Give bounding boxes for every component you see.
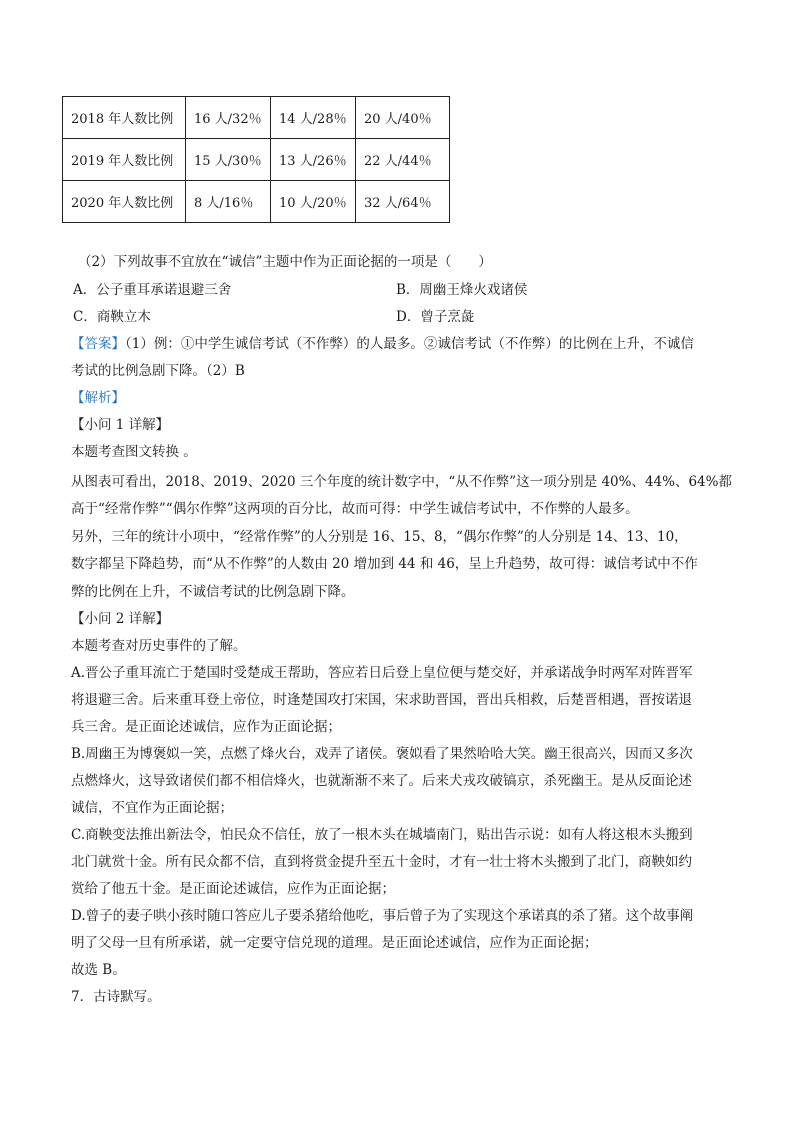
- text-line: 诚信，不宜作为正面论据；: [71, 800, 233, 816]
- next-question: 7．古诗默写。: [71, 989, 161, 1005]
- text-line: 故选 B。: [71, 962, 126, 978]
- answer-label: 【答案】: [71, 336, 125, 352]
- text-line: 明了父母一旦有所承诺，就一定要守信兑现的道理。是正面论述诚信，应作为正面论据；: [71, 935, 598, 951]
- table-cell: 16 人/32％: [186, 97, 271, 139]
- option-a: A．公子重耳承诺退避三舍: [73, 282, 232, 298]
- table-cell: 10 人/20％: [271, 181, 356, 223]
- option-c: C．商鞅立木: [73, 309, 151, 325]
- table-cell: 2018 年人数比例: [63, 97, 186, 139]
- text-line: 本题考查图文转换 。: [71, 444, 197, 460]
- text-line: 另外，三年的统计小项中，“经常作弊”的人分别是 16、15、8，“偶尔作弊”的人分别是 14、13、10，: [71, 529, 688, 545]
- text-line: 从图表可看出，2018、2019、2020 三个年度的统计数字中，“从不作弊”这一项分别是 40%、44%、64%都: [71, 474, 732, 490]
- table-row: [63, 139, 450, 181]
- table-cell: 32 人/64％: [356, 181, 450, 223]
- text-line: B.周幽王为博褒姒一笑，点燃了烽火台，戏弄了诸侯。褒姒看了果然哈哈大笑。幽王很高兴，因而又多次: [71, 746, 693, 762]
- answer-line: [71, 334, 694, 354]
- text-line: 北门就赏十金。所有民众都不信，直到将赏金提升至五十金时，才有一壮士将木头搬到了北门，商鞅如约: [71, 854, 692, 870]
- question-stem: （2）下列故事不宜放在“诚信”主题中作为正面论据的一项是（ ）: [78, 254, 492, 270]
- option-d: D．曾子烹彘: [396, 309, 475, 325]
- text-line: 兵三舍。是正面论述诚信，应作为正面论据；: [71, 719, 341, 735]
- table-cell: 15 人/30％: [186, 139, 271, 181]
- text-line: 弊的比例在上升，不诚信考试的比例急剧下降。: [71, 584, 355, 600]
- text-line: 高于“经常作弊”“偶尔作弊”这两项的百分比，故而可得：中学生诚信考试中，不作弊的人最多。: [71, 501, 639, 517]
- text-line: A.晋公子重耳流亡于楚国时受楚成王帮助，答应若日后登上皇位便与楚交好，并承诺战争时两军对阵晋军: [71, 665, 693, 681]
- text-line: 数字都呈下降趋势，而“从不作弊”的人数由 20 增加到 44 和 46，呈上升趋势，故可得：诚信考试中不作: [71, 556, 698, 572]
- table-cell: 8 人/16％: [186, 181, 271, 223]
- answer-line: 考试的比例急剧下降。（2）B: [71, 363, 245, 379]
- text-line: 将退避三舍。后来重耳登上帝位，时逢楚国攻打宋国，宋求助晋国，晋出兵相救，后楚晋相遇，晋按诺退: [71, 692, 692, 708]
- table-cell: 13 人/26％: [271, 139, 356, 181]
- analysis-label: 【解析】: [71, 390, 125, 406]
- table-cell: 20 人/40％: [356, 97, 450, 139]
- table-cell: 2019 年人数比例: [63, 139, 186, 181]
- table-cell: 2020 年人数比例: [63, 181, 186, 223]
- table-cell: 22 人/44％: [356, 139, 450, 181]
- table-row: [63, 181, 450, 223]
- text-line: C.商鞅变法推出新法令，怕民众不信任，放了一根木头在城墙南门，贴出告示说：如有人将这根木头搬到: [71, 827, 693, 843]
- section-title: 【小问 2 详解】: [71, 611, 170, 627]
- text-line: D.曾子的妻子哄小孩时随口答应儿子要杀猪给他吃，事后曾子为了实现这个承诺真的杀了猪。这个故事阐: [71, 908, 694, 924]
- table-row: [63, 97, 450, 139]
- option-b: B．周幽王烽火戏诸侯: [396, 282, 528, 298]
- statistics-table: [62, 96, 450, 223]
- answer-text: （1）例：①中学生诚信考试（不作弊）的人最多。②诚信考试（不作弊）的比例在上升，不诚信: [125, 336, 694, 352]
- text-line: 点燃烽火，这导致诸侯们都不相信烽火，也就渐渐不来了。后来犬戎攻破镐京，杀死幽王。是从反面论述: [71, 773, 692, 789]
- text-line: 本题考查对历史事件的了解。: [71, 638, 247, 654]
- text-line: 赏给了他五十金。是正面论述诚信，应作为正面论据；: [71, 881, 395, 897]
- section-title: 【小问 1 详解】: [71, 417, 170, 433]
- table-cell: 14 人/28％: [271, 97, 356, 139]
